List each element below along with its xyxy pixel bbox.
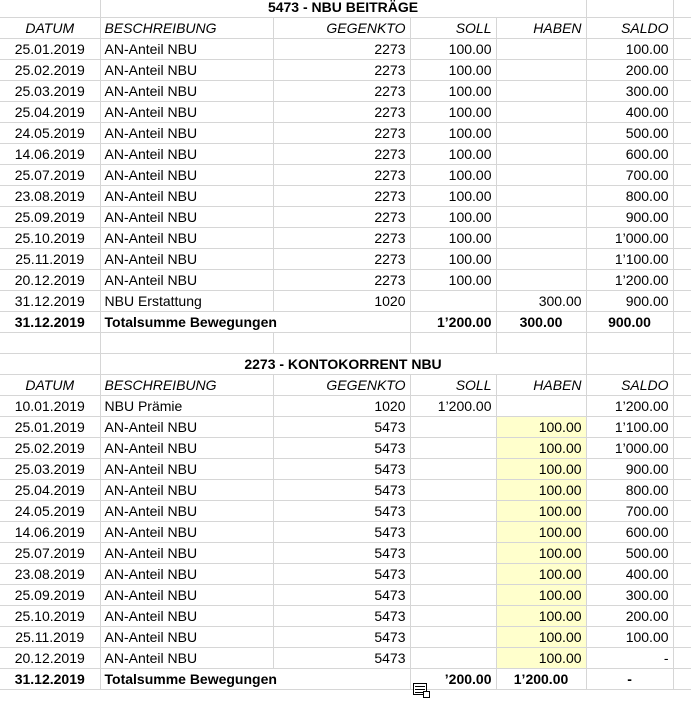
cell[interactable]: [673, 669, 691, 690]
cell-gegenkto[interactable]: 5473: [273, 480, 410, 501]
cell-soll[interactable]: 100.00: [410, 81, 496, 102]
total-label[interactable]: Totalsumme Bewegungen: [100, 669, 410, 690]
cell-soll[interactable]: [410, 417, 496, 438]
table-row: [0, 438, 691, 459]
header-row: [0, 18, 691, 39]
cell-beschreibung[interactable]: AN-Anteil NBU: [100, 123, 273, 144]
cell-datum[interactable]: 24.05.2019: [0, 123, 100, 144]
header-beschreibung[interactable]: BESCHREIBUNG: [100, 18, 273, 39]
cell-haben[interactable]: 100.00: [496, 501, 586, 522]
cell-haben[interactable]: 300.00: [496, 291, 586, 312]
cell-soll[interactable]: 1’200.00: [410, 396, 496, 417]
cell[interactable]: [673, 354, 691, 375]
cell-soll[interactable]: 100.00: [410, 270, 496, 291]
cell-gegenkto[interactable]: 5473: [273, 438, 410, 459]
cell-beschreibung[interactable]: AN-Anteil NBU: [100, 585, 273, 606]
cell-datum[interactable]: 20.12.2019: [0, 648, 100, 669]
cell-beschreibung[interactable]: AN-Anteil NBU: [100, 60, 273, 81]
cell[interactable]: [673, 165, 691, 186]
cell-saldo[interactable]: 700.00: [586, 501, 673, 522]
section-title[interactable]: 2273 - KONTOKORRENT NBU: [100, 354, 586, 375]
header-saldo[interactable]: SALDO: [586, 18, 673, 39]
cell[interactable]: [673, 81, 691, 102]
cell-saldo[interactable]: 900.00: [586, 291, 673, 312]
cell-gegenkto[interactable]: 2273: [273, 123, 410, 144]
cell-datum[interactable]: 25.11.2019: [0, 249, 100, 270]
cell-soll[interactable]: 100.00: [410, 60, 496, 81]
cell-beschreibung[interactable]: AN-Anteil NBU: [100, 543, 273, 564]
cell-beschreibung[interactable]: AN-Anteil NBU: [100, 81, 273, 102]
table-row: [0, 123, 691, 144]
header-soll[interactable]: SOLL: [410, 18, 496, 39]
cell-datum[interactable]: 25.03.2019: [0, 81, 100, 102]
header-gegenkto[interactable]: GEGENKTO: [273, 18, 410, 39]
table-row: [0, 144, 691, 165]
cell[interactable]: [673, 60, 691, 81]
table-row: [0, 648, 691, 669]
cell-gegenkto[interactable]: 2273: [273, 102, 410, 123]
cell-beschreibung[interactable]: AN-Anteil NBU: [100, 438, 273, 459]
cell-soll[interactable]: [410, 606, 496, 627]
cell[interactable]: [673, 249, 691, 270]
table-row: [0, 543, 691, 564]
cell-soll[interactable]: [410, 291, 496, 312]
cell-datum[interactable]: 25.02.2019: [0, 438, 100, 459]
cell-datum[interactable]: 25.02.2019: [0, 60, 100, 81]
cell[interactable]: [673, 480, 691, 501]
cell-datum[interactable]: 24.05.2019: [0, 501, 100, 522]
table-row: [0, 186, 691, 207]
cell-saldo[interactable]: 300.00: [586, 81, 673, 102]
cell[interactable]: [673, 333, 691, 354]
header-soll[interactable]: SOLL: [410, 375, 496, 396]
cell-soll[interactable]: 100.00: [410, 165, 496, 186]
cell-gegenkto[interactable]: 5473: [273, 501, 410, 522]
cell-haben[interactable]: 100.00: [496, 585, 586, 606]
cell-datum[interactable]: 25.07.2019: [0, 543, 100, 564]
cell-haben[interactable]: [496, 60, 586, 81]
cell-saldo[interactable]: 900.00: [586, 207, 673, 228]
total-soll[interactable]: ’200.00: [410, 669, 496, 690]
cell-haben[interactable]: 100.00: [496, 459, 586, 480]
table-row: [0, 564, 691, 585]
cell[interactable]: [0, 0, 100, 18]
cell-beschreibung[interactable]: AN-Anteil NBU: [100, 648, 273, 669]
cell[interactable]: [673, 606, 691, 627]
table-row: [0, 585, 691, 606]
cell[interactable]: [673, 291, 691, 312]
cell[interactable]: [673, 627, 691, 648]
cell[interactable]: [0, 354, 100, 375]
cell-gegenkto[interactable]: 2273: [273, 39, 410, 60]
table-row: [0, 39, 691, 60]
cell[interactable]: [673, 648, 691, 669]
table-row: [0, 480, 691, 501]
cell[interactable]: [673, 270, 691, 291]
cell-gegenkto[interactable]: 5473: [273, 627, 410, 648]
cell-soll[interactable]: [410, 459, 496, 480]
cell-haben[interactable]: [496, 39, 586, 60]
cell-datum[interactable]: 25.10.2019: [0, 606, 100, 627]
cell-datum[interactable]: 25.04.2019: [0, 102, 100, 123]
cell-beschreibung[interactable]: NBU Erstattung: [100, 291, 273, 312]
cell-soll[interactable]: 100.00: [410, 123, 496, 144]
cell-saldo[interactable]: 1’200.00: [586, 270, 673, 291]
header-gegenkto[interactable]: GEGENKTO: [273, 375, 410, 396]
cell-gegenkto[interactable]: 5473: [273, 522, 410, 543]
header-datum[interactable]: DATUM: [0, 375, 100, 396]
cell-haben[interactable]: [496, 165, 586, 186]
cell-soll[interactable]: [410, 480, 496, 501]
cell-soll[interactable]: [410, 585, 496, 606]
cell-saldo[interactable]: -: [586, 648, 673, 669]
cell-haben[interactable]: 100.00: [496, 480, 586, 501]
cell-soll[interactable]: 100.00: [410, 207, 496, 228]
total-date[interactable]: 31.12.2019: [0, 312, 100, 333]
cell-haben[interactable]: 100.00: [496, 564, 586, 585]
table-row: [0, 228, 691, 249]
cell-datum[interactable]: 25.09.2019: [0, 585, 100, 606]
table-row: [0, 270, 691, 291]
cell-saldo[interactable]: 1’200.00: [586, 396, 673, 417]
cell-saldo[interactable]: 200.00: [586, 60, 673, 81]
cell-haben[interactable]: 100.00: [496, 627, 586, 648]
cell-beschreibung[interactable]: AN-Anteil NBU: [100, 228, 273, 249]
cell-haben[interactable]: [496, 123, 586, 144]
cell-soll[interactable]: [410, 543, 496, 564]
total-row: [0, 312, 691, 333]
cell-saldo[interactable]: 200.00: [586, 606, 673, 627]
cell-soll[interactable]: [410, 564, 496, 585]
cell-gegenkto[interactable]: 2273: [273, 207, 410, 228]
cell-gegenkto[interactable]: 1020: [273, 291, 410, 312]
cell-gegenkto[interactable]: 2273: [273, 270, 410, 291]
table-row: [0, 249, 691, 270]
cell-gegenkto[interactable]: 5473: [273, 459, 410, 480]
cell[interactable]: [673, 228, 691, 249]
cell-haben[interactable]: 100.00: [496, 648, 586, 669]
cell-saldo[interactable]: 400.00: [586, 102, 673, 123]
table-row: [0, 459, 691, 480]
cell-beschreibung[interactable]: AN-Anteil NBU: [100, 186, 273, 207]
cell-gegenkto[interactable]: 5473: [273, 543, 410, 564]
cell[interactable]: [586, 354, 673, 375]
total-saldo[interactable]: -: [586, 669, 673, 690]
cell-saldo[interactable]: 1’100.00: [586, 249, 673, 270]
cell-soll[interactable]: [410, 522, 496, 543]
cell-datum[interactable]: 31.12.2019: [0, 291, 100, 312]
cell[interactable]: [673, 18, 691, 39]
quick-analysis-icon[interactable]: [413, 683, 427, 695]
cell-haben[interactable]: 100.00: [496, 417, 586, 438]
cell-saldo[interactable]: 1’000.00: [586, 228, 673, 249]
cell-soll[interactable]: 100.00: [410, 102, 496, 123]
cell-beschreibung[interactable]: AN-Anteil NBU: [100, 606, 273, 627]
cell[interactable]: [496, 333, 586, 354]
cell[interactable]: [673, 144, 691, 165]
cell-gegenkto[interactable]: 2273: [273, 144, 410, 165]
total-label[interactable]: Totalsumme Bewegungen: [100, 312, 410, 333]
cell-saldo[interactable]: 500.00: [586, 543, 673, 564]
cell-datum[interactable]: 25.01.2019: [0, 39, 100, 60]
cell-beschreibung[interactable]: AN-Anteil NBU: [100, 249, 273, 270]
cell-soll[interactable]: 100.00: [410, 144, 496, 165]
cell-datum[interactable]: 25.03.2019: [0, 459, 100, 480]
cell-datum[interactable]: 25.09.2019: [0, 207, 100, 228]
table-row: [0, 60, 691, 81]
cell[interactable]: [673, 585, 691, 606]
cell-beschreibung[interactable]: AN-Anteil NBU: [100, 144, 273, 165]
table-row: [0, 417, 691, 438]
cell-beschreibung[interactable]: AN-Anteil NBU: [100, 501, 273, 522]
cell-soll[interactable]: 100.00: [410, 39, 496, 60]
cell-gegenkto[interactable]: 5473: [273, 417, 410, 438]
cell-haben[interactable]: [496, 102, 586, 123]
cell-gegenkto[interactable]: 5473: [273, 606, 410, 627]
cell-gegenkto[interactable]: 1020: [273, 396, 410, 417]
cell[interactable]: [673, 39, 691, 60]
header-row: [0, 375, 691, 396]
cell[interactable]: [273, 333, 410, 354]
blank-row: [0, 333, 691, 354]
cell[interactable]: [673, 438, 691, 459]
cell-beschreibung[interactable]: AN-Anteil NBU: [100, 207, 273, 228]
cell[interactable]: [673, 102, 691, 123]
cell-haben[interactable]: 100.00: [496, 606, 586, 627]
cell-saldo[interactable]: 600.00: [586, 522, 673, 543]
cell-datum[interactable]: 23.08.2019: [0, 186, 100, 207]
cell[interactable]: [673, 123, 691, 144]
cell[interactable]: [673, 312, 691, 333]
cell-soll[interactable]: [410, 627, 496, 648]
section-title[interactable]: 5473 - NBU BEITRÄGE: [100, 0, 586, 18]
cell-saldo[interactable]: 300.00: [586, 585, 673, 606]
cell-beschreibung[interactable]: AN-Anteil NBU: [100, 480, 273, 501]
cell-gegenkto[interactable]: 2273: [273, 228, 410, 249]
table-row: [0, 165, 691, 186]
cell-haben[interactable]: [496, 144, 586, 165]
cell-haben[interactable]: [496, 81, 586, 102]
cell-gegenkto[interactable]: 5473: [273, 564, 410, 585]
cell-beschreibung[interactable]: AN-Anteil NBU: [100, 522, 273, 543]
cell-datum[interactable]: 25.04.2019: [0, 480, 100, 501]
cell-haben[interactable]: 100.00: [496, 543, 586, 564]
cell[interactable]: [0, 333, 100, 354]
cell-haben[interactable]: [496, 228, 586, 249]
cell[interactable]: [673, 396, 691, 417]
cell[interactable]: [673, 0, 691, 18]
cell-haben[interactable]: 100.00: [496, 438, 586, 459]
header-datum[interactable]: DATUM: [0, 18, 100, 39]
cell-soll[interactable]: 100.00: [410, 186, 496, 207]
cell-datum[interactable]: 20.12.2019: [0, 270, 100, 291]
cell[interactable]: [410, 333, 496, 354]
table-row: [0, 81, 691, 102]
table-row: [0, 501, 691, 522]
cell-datum[interactable]: 25.11.2019: [0, 627, 100, 648]
cell-datum[interactable]: 10.01.2019: [0, 396, 100, 417]
cell-saldo[interactable]: 800.00: [586, 480, 673, 501]
cell-gegenkto[interactable]: 5473: [273, 648, 410, 669]
cell-saldo[interactable]: 500.00: [586, 123, 673, 144]
cell-saldo[interactable]: 100.00: [586, 627, 673, 648]
cell[interactable]: [673, 186, 691, 207]
header-haben[interactable]: HABEN: [496, 18, 586, 39]
table-row: [0, 102, 691, 123]
cell-beschreibung[interactable]: AN-Anteil NBU: [100, 39, 273, 60]
cell-saldo[interactable]: 900.00: [586, 459, 673, 480]
cell[interactable]: [673, 417, 691, 438]
header-beschreibung[interactable]: BESCHREIBUNG: [100, 375, 273, 396]
cell-datum[interactable]: 14.06.2019: [0, 522, 100, 543]
cell-saldo[interactable]: 800.00: [586, 186, 673, 207]
table-row: [0, 606, 691, 627]
cell-datum[interactable]: 14.06.2019: [0, 144, 100, 165]
cell-saldo[interactable]: 1’100.00: [586, 417, 673, 438]
cell-beschreibung[interactable]: AN-Anteil NBU: [100, 417, 273, 438]
table-row: [0, 207, 691, 228]
table-row: [0, 522, 691, 543]
table-row: [0, 627, 691, 648]
cell-saldo[interactable]: 100.00: [586, 39, 673, 60]
cell[interactable]: [673, 522, 691, 543]
total-haben[interactable]: 300.00: [496, 312, 586, 333]
cell-beschreibung[interactable]: AN-Anteil NBU: [100, 102, 273, 123]
cell-gegenkto[interactable]: 2273: [273, 165, 410, 186]
cell-haben[interactable]: [496, 249, 586, 270]
cell[interactable]: [673, 501, 691, 522]
total-row: [0, 669, 691, 690]
cell-beschreibung[interactable]: AN-Anteil NBU: [100, 459, 273, 480]
cell-beschreibung[interactable]: AN-Anteil NBU: [100, 270, 273, 291]
cell-haben[interactable]: 100.00: [496, 522, 586, 543]
cell-haben[interactable]: [496, 207, 586, 228]
header-saldo[interactable]: SALDO: [586, 375, 673, 396]
cell-soll[interactable]: [410, 438, 496, 459]
total-date[interactable]: 31.12.2019: [0, 669, 100, 690]
cell[interactable]: [673, 543, 691, 564]
total-haben[interactable]: 1’200.00: [496, 669, 586, 690]
cell[interactable]: [673, 375, 691, 396]
cell-gegenkto[interactable]: 2273: [273, 81, 410, 102]
cell-gegenkto[interactable]: 5473: [273, 585, 410, 606]
cell-datum[interactable]: 25.10.2019: [0, 228, 100, 249]
cell-saldo[interactable]: 400.00: [586, 564, 673, 585]
cell-haben[interactable]: [496, 186, 586, 207]
cell-gegenkto[interactable]: 2273: [273, 186, 410, 207]
cell-saldo[interactable]: 600.00: [586, 144, 673, 165]
cell-gegenkto[interactable]: 2273: [273, 249, 410, 270]
cell-beschreibung[interactable]: AN-Anteil NBU: [100, 165, 273, 186]
cell-soll[interactable]: 100.00: [410, 228, 496, 249]
cell-haben[interactable]: [496, 396, 586, 417]
cell[interactable]: [586, 333, 673, 354]
cell-haben[interactable]: [496, 270, 586, 291]
total-saldo[interactable]: 900.00: [586, 312, 673, 333]
cell-datum[interactable]: 25.07.2019: [0, 165, 100, 186]
cell[interactable]: [673, 207, 691, 228]
cell-beschreibung[interactable]: NBU Prämie: [100, 396, 273, 417]
table-row: [0, 291, 691, 312]
cell[interactable]: [100, 333, 273, 354]
cell-gegenkto[interactable]: 2273: [273, 60, 410, 81]
cell-soll[interactable]: [410, 648, 496, 669]
cell-saldo[interactable]: 1’000.00: [586, 438, 673, 459]
cell-datum[interactable]: 25.01.2019: [0, 417, 100, 438]
cell-beschreibung[interactable]: AN-Anteil NBU: [100, 564, 273, 585]
header-haben[interactable]: HABEN: [496, 375, 586, 396]
cell-datum[interactable]: 23.08.2019: [0, 564, 100, 585]
section-title-row: [0, 0, 691, 18]
cell-beschreibung[interactable]: AN-Anteil NBU: [100, 627, 273, 648]
cell-soll[interactable]: [410, 501, 496, 522]
cell-saldo[interactable]: 700.00: [586, 165, 673, 186]
cell[interactable]: [673, 564, 691, 585]
cell[interactable]: [673, 459, 691, 480]
section-title-row: [0, 354, 691, 375]
table-row: [0, 396, 691, 417]
cell-soll[interactable]: 100.00: [410, 249, 496, 270]
total-soll[interactable]: 1’200.00: [410, 312, 496, 333]
cell[interactable]: [586, 0, 673, 18]
